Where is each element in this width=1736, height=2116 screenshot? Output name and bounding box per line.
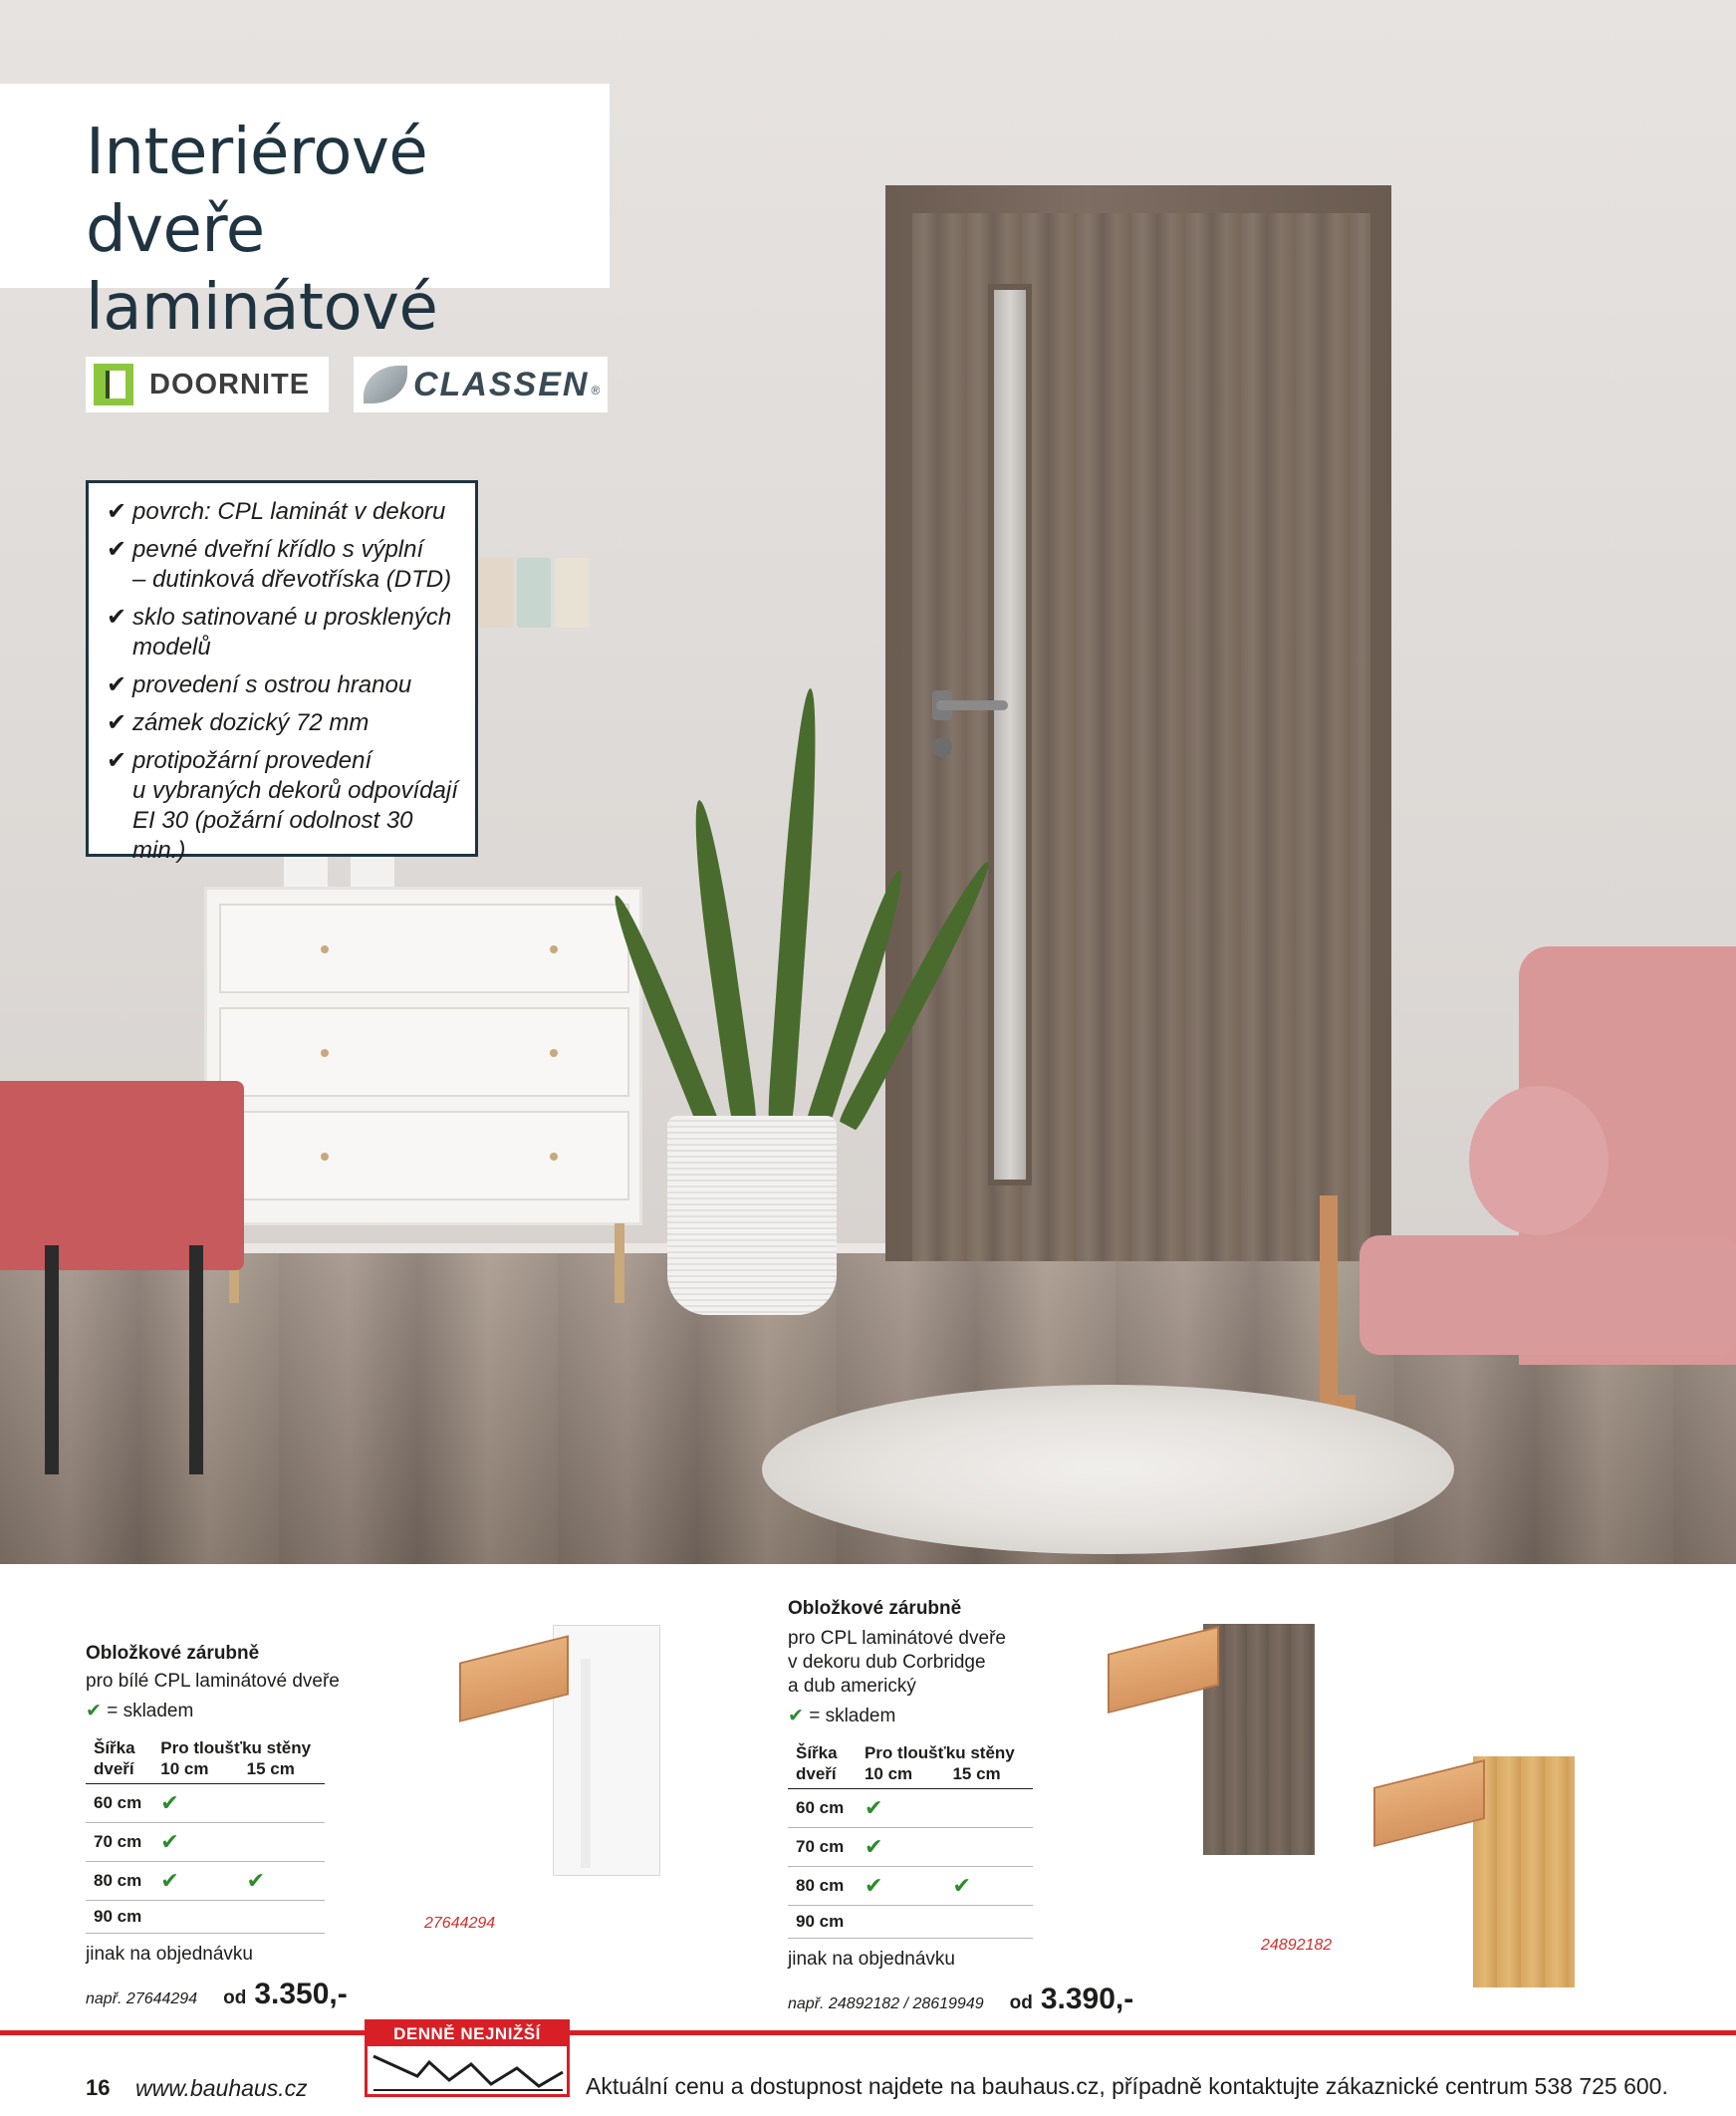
- check-icon: ✔: [152, 1862, 238, 1901]
- check-icon: ✔: [857, 1867, 945, 1906]
- check-icon: ✔: [107, 604, 127, 631]
- availability-table: [788, 1738, 1033, 1939]
- col-header-10cm: 10 cm: [857, 1763, 945, 1789]
- table-row: 90 cm: [86, 1901, 325, 1934]
- price: 3.390,-: [1040, 1983, 1134, 2015]
- footer: [0, 2024, 1736, 2116]
- availability-table: [86, 1733, 325, 1934]
- pink-armchair: [1320, 946, 1736, 1365]
- bench-leg: [189, 1245, 203, 1474]
- product-subtitle: pro CPL laminátové dveře v dekoru dub Corbridge a dub americký: [788, 1628, 1006, 1697]
- example-article: např. 24892182 / 28619949: [788, 1995, 984, 2012]
- table-row: 80 cm ✔ ✔: [86, 1862, 325, 1901]
- col-header-15cm: 15 cm: [944, 1763, 1033, 1789]
- col-header-15cm: 15 cm: [239, 1758, 325, 1784]
- feature-item: ✔ pevné dveřní křídlo s výplní – dutinková dřevotříska (DTD): [107, 536, 452, 593]
- table-row: 60 cm ✔: [788, 1789, 1033, 1828]
- plant-leaf: [767, 687, 824, 1127]
- price: 3.350,-: [254, 1978, 348, 2010]
- classen-leaf-icon: [364, 366, 407, 403]
- check-icon: ✔: [152, 1784, 238, 1823]
- col-header-width: Šířka dveří: [788, 1738, 857, 1789]
- table-row: 70 cm ✔: [788, 1828, 1033, 1867]
- stock-legend: ✔ = skladem: [86, 1701, 194, 1721]
- page-number: 16: [86, 2075, 111, 2100]
- doornite-logo-text: DOORNITE: [149, 368, 311, 400]
- pink-bench: [0, 1081, 244, 1270]
- order-note: jinak na objednávku: [86, 1944, 253, 1965]
- col-header-width: Šířka dveří: [86, 1733, 152, 1784]
- wall-letters: [478, 558, 590, 628]
- classen-logo-text: CLASSEN: [413, 365, 590, 403]
- registered-mark: ®: [591, 384, 601, 397]
- check-icon: ✔: [857, 1789, 945, 1828]
- round-rug: [762, 1385, 1454, 1554]
- table-row: 80 cm ✔ ✔: [788, 1867, 1033, 1906]
- price-row: [788, 1983, 1133, 2016]
- door-keyhole: [932, 737, 952, 757]
- col-header-wall: Pro tloušťku stěny: [160, 1738, 312, 1757]
- price-prefix: od: [223, 1987, 247, 2008]
- feature-item: ✔ protipožární provedení u vybraných dekorů odpovídají EI 30 (požární odolnost 30 min.): [107, 747, 458, 864]
- page-title: Interiérové dveře laminátové: [86, 116, 438, 345]
- product-title: Obložkové zárubně: [788, 1598, 962, 1619]
- order-note: jinak na objednávku: [788, 1949, 955, 1970]
- white-frame-image: [453, 1619, 662, 1878]
- feature-item: ✔ provedení s ostrou hranou: [107, 671, 412, 698]
- features-box: [86, 480, 478, 864]
- check-icon: ✔: [107, 498, 127, 525]
- check-icon: ✔: [239, 1862, 325, 1901]
- plant-pot: [667, 1116, 837, 1315]
- stock-legend: ✔ = skladem: [788, 1706, 896, 1726]
- door-handle: [936, 700, 1008, 710]
- dresser-leg: [615, 1223, 624, 1303]
- check-icon: ✔: [107, 747, 127, 774]
- table-row: 70 cm ✔: [86, 1823, 325, 1862]
- doornite-mark-icon: [94, 364, 133, 405]
- feature-item: ✔ zámek dozický 72 mm: [107, 709, 370, 736]
- col-header-10cm: 10 cm: [152, 1758, 238, 1784]
- check-icon: ✔: [86, 1701, 102, 1721]
- table-row: 90 cm: [788, 1906, 1033, 1939]
- dark-oak-frame-image: [1104, 1614, 1318, 1858]
- example-article: např. 27644294: [86, 1990, 198, 2007]
- availability-note: Aktuální cenu a dostupnost najdete na bauhaus.cz, případně kontaktujte zákaznické centrum 538 725 600.: [586, 2073, 1668, 2099]
- product-subtitle: pro bílé CPL laminátové dveře: [86, 1671, 340, 1692]
- website-link[interactable]: www.bauhaus.cz: [135, 2075, 308, 2101]
- check-icon: ✔: [788, 1706, 804, 1726]
- door-glass-panel: [988, 284, 1032, 1186]
- check-icon: ✔: [107, 709, 127, 736]
- bench-leg: [45, 1245, 59, 1474]
- white-dresser: [204, 887, 642, 1225]
- table-row: 60 cm ✔: [86, 1784, 325, 1823]
- check-icon: ✔: [107, 536, 127, 563]
- article-number: 24892182: [1261, 1937, 1333, 1954]
- article-number: 27644294: [424, 1915, 496, 1932]
- product-oak-frames: [788, 1597, 1133, 2016]
- feature-item: ✔ sklo satinované u prosklených modelů: [107, 604, 452, 661]
- col-header-wall: Pro tloušťku stěny: [864, 1743, 1015, 1762]
- check-icon: ✔: [107, 671, 127, 698]
- product-title: Obložkové zárubně: [86, 1643, 260, 1664]
- feature-item: ✔ povrch: CPL laminát v dekoru: [107, 498, 446, 525]
- check-icon: ✔: [857, 1828, 945, 1867]
- badge-label: DENNĚ NEJNIŽŠÍ CENY: [368, 2022, 567, 2046]
- product-white-frames: [86, 1642, 348, 2011]
- light-oak-frame-image: [1369, 1751, 1579, 1988]
- lowest-price-badge: [365, 2019, 570, 2097]
- check-icon: ✔: [152, 1823, 238, 1862]
- features-list: [107, 497, 461, 866]
- doornite-logo: [86, 357, 329, 412]
- title-box: [0, 84, 610, 345]
- check-icon: ✔: [944, 1867, 1033, 1906]
- door-leaf: [912, 213, 1370, 1261]
- price-prefix: od: [1009, 1992, 1033, 2013]
- price-row: [86, 1978, 348, 2011]
- classen-logo: [354, 357, 608, 412]
